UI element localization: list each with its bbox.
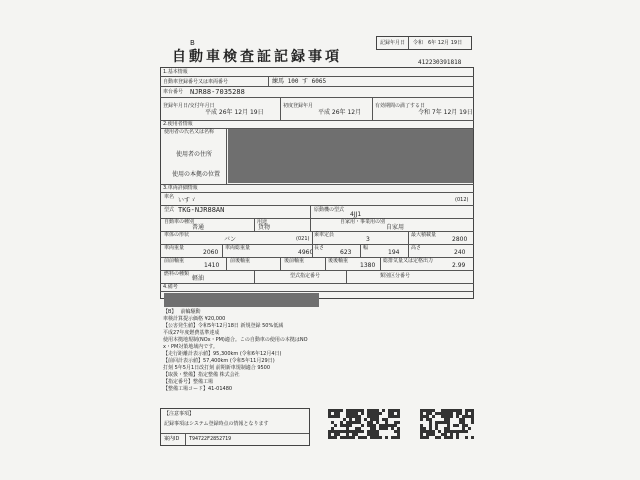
model-designation-label: 型式指定番号 <box>290 273 321 279</box>
rear-rear-axle-value: 1380 <box>360 262 376 269</box>
expiry-label: 有効期間の満了する日 <box>375 103 426 109</box>
length-value: 623 <box>340 249 352 256</box>
user-info-redaction <box>228 129 473 183</box>
note-line: 【B】 前輪駆動 <box>163 309 201 315</box>
notes-block <box>163 310 343 404</box>
max-load-value: 2800 <box>452 236 468 243</box>
body-shape-value: バン <box>224 236 237 243</box>
qr-code-icon <box>444 409 474 439</box>
guide-id-label: 案内ID <box>164 436 180 442</box>
note-line: 車検計算提示価格 ¥20,000 <box>163 316 226 322</box>
displacement-value: 2.99 <box>452 262 466 269</box>
vehicle-type-value: 普通 <box>192 224 205 231</box>
weight-label: 車両重量 <box>164 245 185 251</box>
user-name-label: 使用者の氏名又は名称 <box>164 129 215 135</box>
vin-label: 車台番号 <box>163 89 184 95</box>
note-line: 【取扱・整備】指定整備 株式会社 <box>163 372 240 378</box>
fuel-label: 燃料の種類 <box>164 271 190 277</box>
rear-front-axle-label: 後前軸重 <box>284 258 305 264</box>
form-code: B <box>190 39 195 47</box>
record-date-box <box>376 36 472 50</box>
section2-heading: 2.使用者情報 <box>163 121 193 127</box>
note-line: 【前回計表示値】57,400km (令和5年11月29日) <box>163 358 275 364</box>
front-rear-axle-label: 前後軸重 <box>230 258 251 264</box>
length-label: 長さ <box>314 245 325 251</box>
first-year-label: 初度登録年月 <box>283 103 314 109</box>
note-line: x・PM対策地域内です。 <box>163 344 218 350</box>
body-shape-label: 車体の形状 <box>164 232 190 238</box>
record-date-label: 記録年月日 <box>380 40 406 46</box>
guide-id-value: T94722F2852719 <box>189 436 232 442</box>
base-location-label: 使用の本拠の位置 <box>172 171 221 178</box>
first-reg-label: 登録年月日/交付年月日 <box>163 103 215 109</box>
note-heading: 【注意事項】 <box>164 411 195 417</box>
fuel-value: 軽油 <box>192 275 205 282</box>
section4-heading: 4.備考 <box>163 284 178 290</box>
user-address-label: 使用者の住所 <box>176 151 213 158</box>
engine-value: 4JJ1 <box>350 211 362 218</box>
maker-label: 車名 <box>164 194 175 200</box>
gross-weight-value: 4960 <box>298 249 314 256</box>
note-line: 使用本拠地規制(NOx・PM)適合。この自動車の使用の本拠はNO <box>163 337 308 343</box>
section3-heading: 3.車両詳細情報 <box>163 185 198 191</box>
capacity-label: 乗車定員 <box>314 232 335 238</box>
front-front-axle-label: 前前軸重 <box>164 258 185 264</box>
section1-heading: 1.基本情報 <box>163 69 188 75</box>
reg-label: 自動車登録番号又は車両番号 <box>163 79 229 85</box>
width-value: 194 <box>388 249 400 256</box>
note-text: 記録事項はシステム登録時点の情報となります <box>164 421 269 427</box>
qr-code-icon <box>370 409 400 439</box>
rear-rear-axle-label: 後後軸重 <box>328 258 349 264</box>
purpose-label: 自家用・事業用の別 <box>340 219 386 225</box>
first-year-value: 平成 26年 12月 <box>318 109 362 116</box>
max-load-label: 最大積載量 <box>411 232 437 238</box>
purpose-value: 自家用 <box>386 224 405 231</box>
note-line: 【整備工場コード】41-01480 <box>163 386 233 392</box>
displacement-label: 総排気量又は定格出力 <box>383 258 434 264</box>
expiry-value: 令和 7年 12月 19日 <box>418 109 473 116</box>
width-label: 幅 <box>363 245 369 251</box>
body-shape-code: (021) <box>296 236 310 242</box>
vehicle-type-label: 自動車の種別 <box>164 219 195 225</box>
class-number-label: 類別区分番号 <box>380 273 411 279</box>
serial-number: 412230391818 <box>418 59 462 66</box>
maker-value: いすゞ <box>178 197 197 204</box>
model-label: 型式 <box>164 207 175 213</box>
record-date-value: 令和 6年 12月 19日 <box>413 40 463 46</box>
note-line: 平成27年度燃費基準達成 <box>163 330 220 336</box>
model-value: TKG-NJR88AN <box>178 206 225 214</box>
footer-note-box <box>160 408 310 446</box>
front-front-axle-value: 1410 <box>204 262 220 269</box>
gross-weight-label: 車両総重量 <box>225 245 251 251</box>
capacity-value: 3 <box>366 236 370 243</box>
note-line: 【指定番号】整備工場 <box>163 379 214 385</box>
maker-code: (012) <box>455 197 469 203</box>
document-title: 自動車検査証記録事項 <box>172 49 342 65</box>
reg-value: 練馬 100 す 6065 <box>272 78 327 85</box>
note-line: 【公害発生値】令和5年12月18日 新規登録 50%低減 <box>163 323 284 329</box>
use-value: 貨物 <box>258 224 271 231</box>
first-reg-value: 平成 26年 12月 19日 <box>205 109 264 116</box>
engine-label: 原動機の型式 <box>314 207 345 213</box>
vin-value: NJR88-7035288 <box>190 88 245 96</box>
use-label: 用途 <box>257 219 268 225</box>
height-value: 240 <box>454 249 466 256</box>
notes-redaction <box>164 293 319 307</box>
height-label: 高さ <box>411 245 422 251</box>
weight-value: 2060 <box>203 249 219 256</box>
note-line: 打刻 5年5月1日改打刻 前期新車規制適合 9500 <box>163 365 271 371</box>
note-line: 【走行距離計表示値】95,300km (令和6年12月4日) <box>163 351 282 357</box>
